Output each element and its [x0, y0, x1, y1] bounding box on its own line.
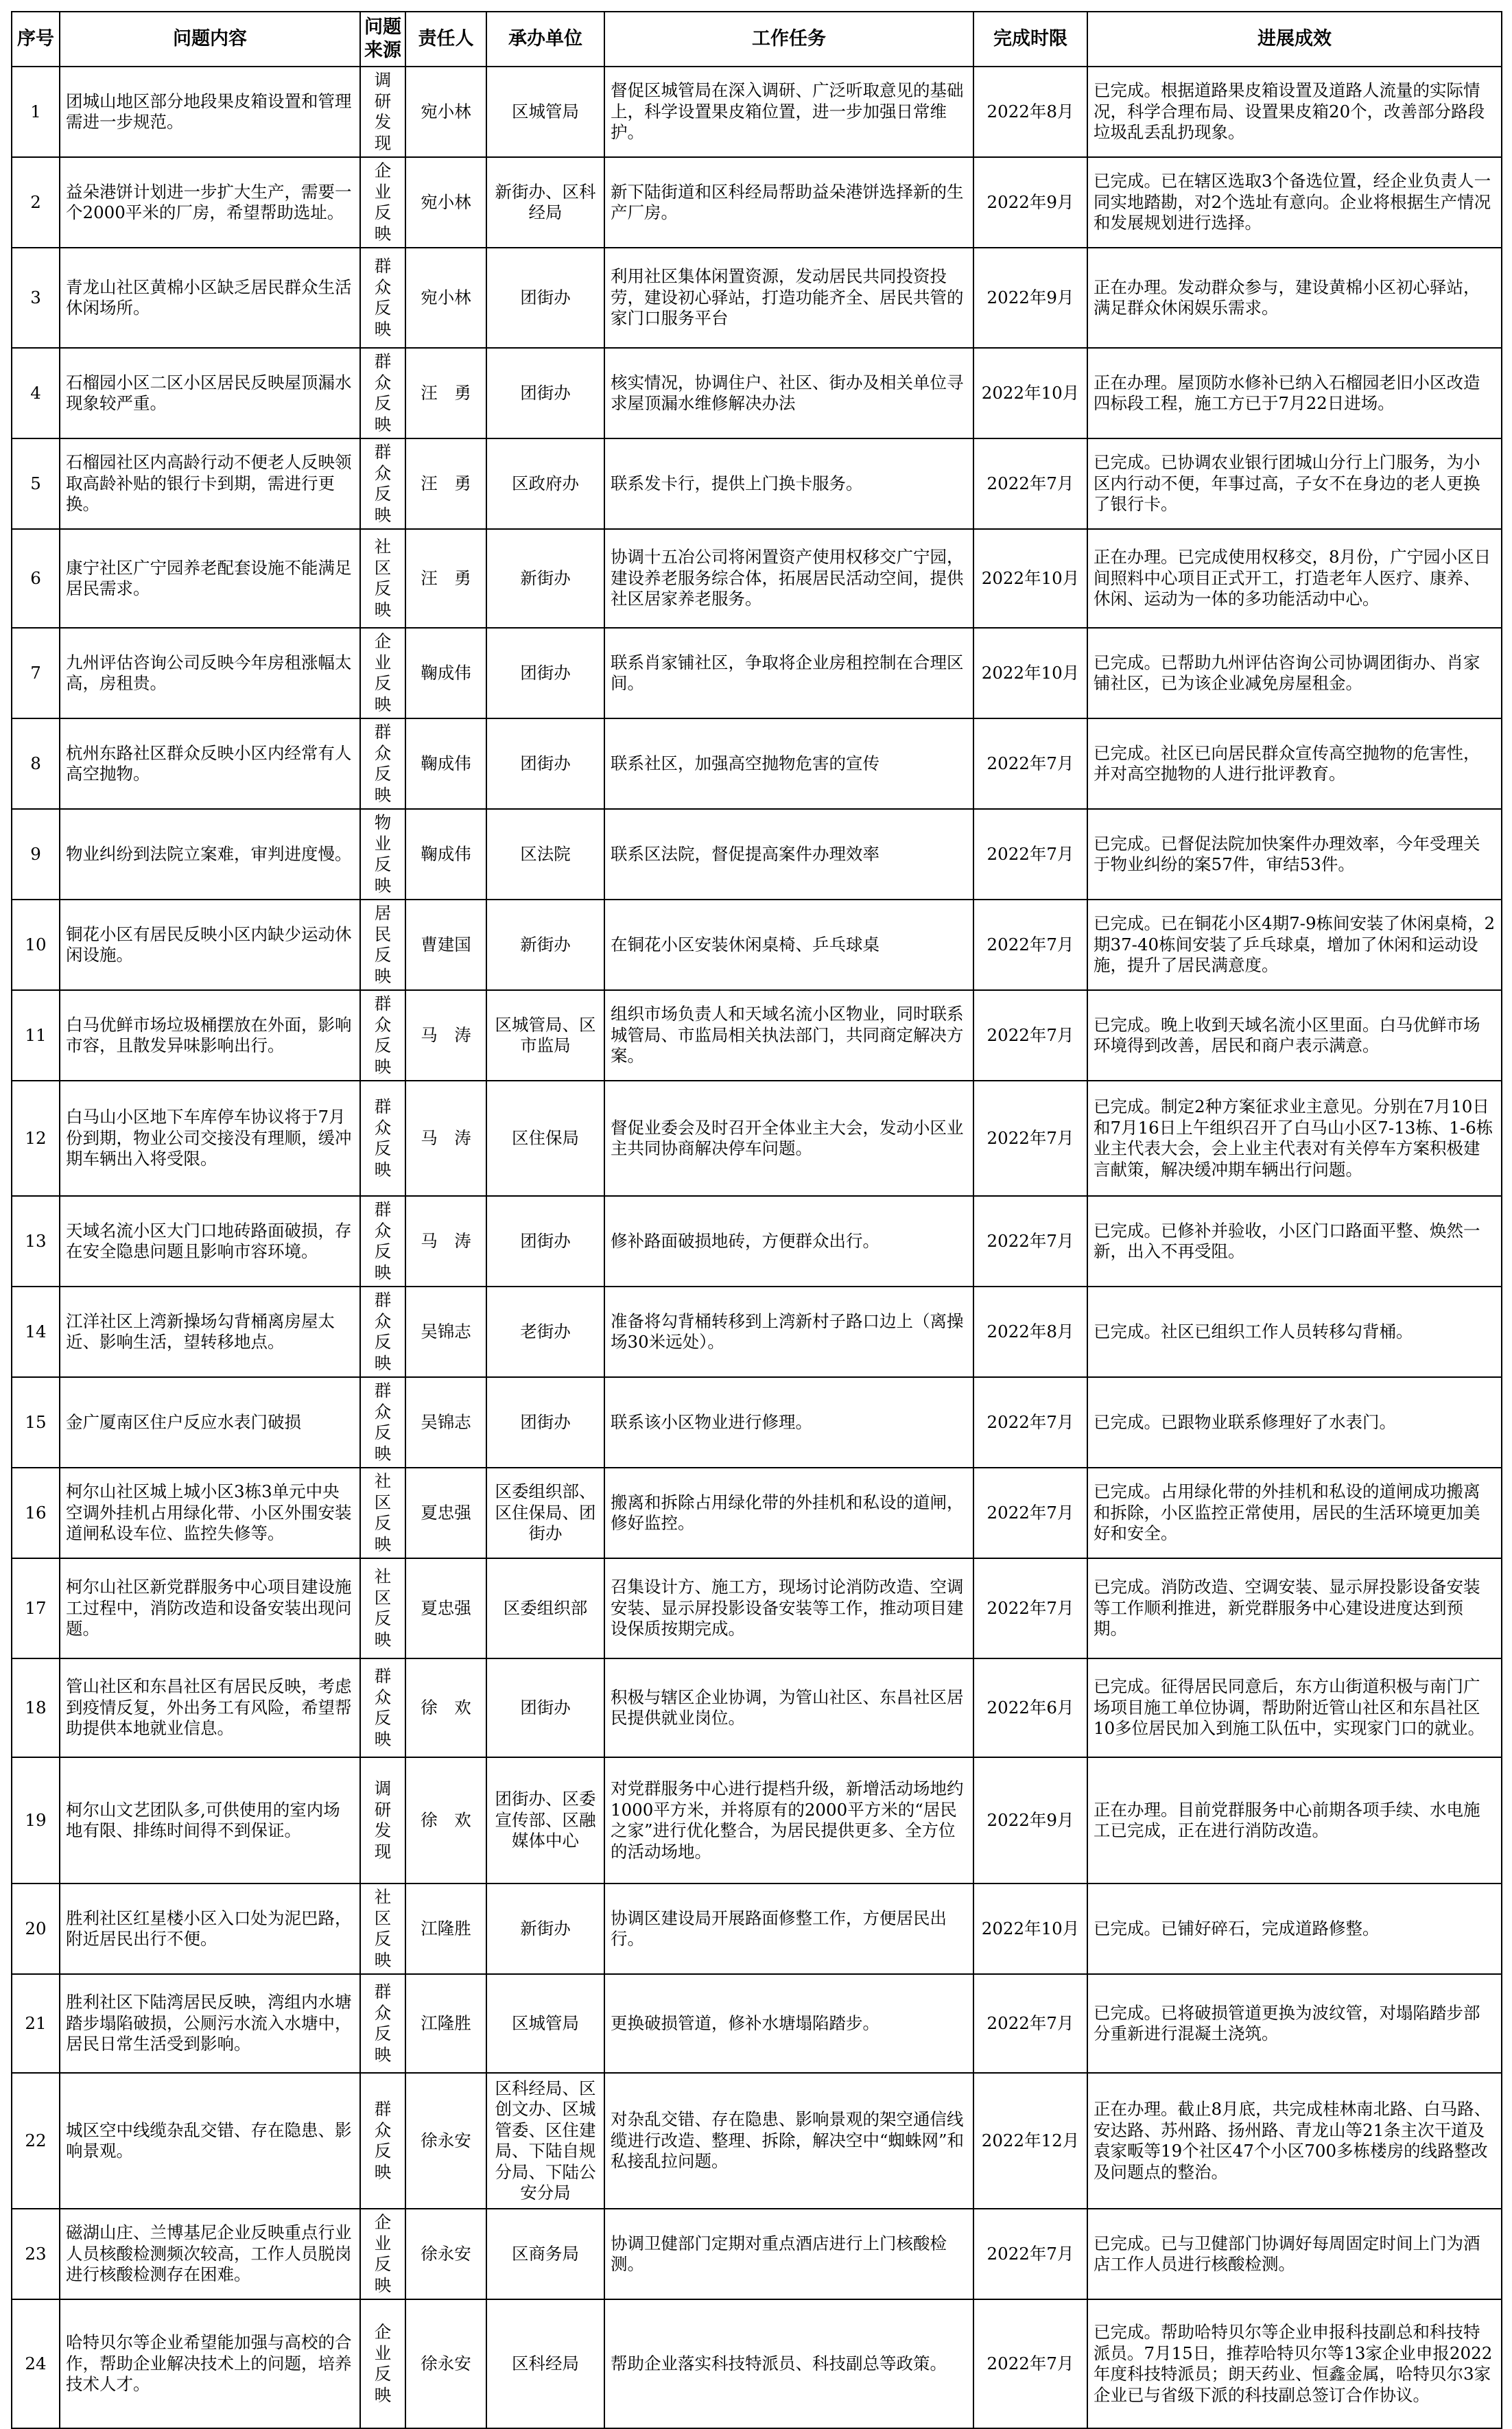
- table-row: [12, 628, 1502, 718]
- cell-progress: 已完成。已修补并验收，小区门口路面平整、焕然一新，出入不再受阻。: [1087, 1196, 1502, 1287]
- cell-no: 13: [12, 1196, 60, 1287]
- table-row: [12, 67, 1502, 157]
- cell-task: 准备将勾背桶转移到上湾新村子路口边上（离操场30米远处）。: [604, 1287, 973, 1377]
- cell-person: 徐永安: [405, 2299, 486, 2428]
- cell-person: 马 涛: [405, 990, 486, 1081]
- cell-task: 核实情况，协调住户、社区、街办及相关单位寻求屋顶漏水维修解决办法: [604, 348, 973, 438]
- cell-deadline: 2022年10月: [973, 628, 1087, 718]
- table-row: [12, 438, 1502, 529]
- cell-issue: 团城山地区部分地段果皮箱设置和管理需进一步规范。: [60, 67, 360, 157]
- cell-person: 夏忠强: [405, 1558, 486, 1658]
- cell-no: 10: [12, 900, 60, 990]
- cell-person: 宛小林: [405, 248, 486, 348]
- cell-unit: 新街办、区科经局: [486, 157, 604, 248]
- cell-task: 帮助企业落实科技特派员、科技副总等政策。: [604, 2299, 973, 2428]
- cell-source: 群众反映: [360, 1287, 405, 1377]
- cell-issue: 哈特贝尔等企业希望能加强与高校的合作，帮助企业解决技术上的问题，培养技术人才。: [60, 2299, 360, 2428]
- cell-unit: 区法院: [486, 809, 604, 900]
- table-row: [12, 1757, 1502, 1884]
- cell-task: 更换破损管道，修补水塘塌陷踏步。: [604, 1974, 973, 2073]
- cell-deadline: 2022年10月: [973, 529, 1087, 628]
- cell-unit: 团街办: [486, 1658, 604, 1757]
- cell-issue: 胜利社区红星楼小区入口处为泥巴路，附近居民出行不便。: [60, 1884, 360, 1974]
- cell-unit: 团街办: [486, 1377, 604, 1468]
- cell-no: 6: [12, 529, 60, 628]
- cell-progress: 正在办理。屋顶防水修补已纳入石榴园老旧小区改造四标段工程，施工方已于7月22日进场。: [1087, 348, 1502, 438]
- cell-person: 汪 勇: [405, 348, 486, 438]
- cell-progress: 正在办理。已完成使用权移交，8月份，广宁园小区日间照料中心项目正式开工，打造老年人医疗、康养、休闲、运动为一体的多功能活动中心。: [1087, 529, 1502, 628]
- cell-issue: 康宁社区广宁园养老配套设施不能满足居民需求。: [60, 529, 360, 628]
- table-row: [12, 1558, 1502, 1658]
- cell-person: 宛小林: [405, 157, 486, 248]
- table-row: [12, 1468, 1502, 1558]
- cell-progress: 已完成。社区已向居民群众宣传高空抛物的危害性，并对高空抛物的人进行批评教育。: [1087, 718, 1502, 809]
- cell-issue: 金广厦南区住户反应水表门破损: [60, 1377, 360, 1468]
- cell-person: 吴锦志: [405, 1377, 486, 1468]
- table-row: [12, 990, 1502, 1081]
- cell-issue: 石榴园小区二区小区居民反映屋顶漏水现象较严重。: [60, 348, 360, 438]
- cell-person: 汪 勇: [405, 438, 486, 529]
- table-row: [12, 1884, 1502, 1974]
- cell-deadline: 2022年7月: [973, 809, 1087, 900]
- cell-person: 鞠成伟: [405, 718, 486, 809]
- cell-unit: 区城管局、区市监局: [486, 990, 604, 1081]
- cell-issue: 城区空中线缆杂乱交错、存在隐患、影响景观。: [60, 2073, 360, 2209]
- cell-unit: 团街办: [486, 628, 604, 718]
- cell-unit: 团街办: [486, 718, 604, 809]
- header-progress: 进展成效: [1087, 12, 1502, 67]
- cell-no: 19: [12, 1757, 60, 1884]
- cell-task: 联系区法院，督促提高案件办理效率: [604, 809, 973, 900]
- cell-issue: 白马山小区地下车库停车协议将于7月份到期，物业公司交接没有理顺，缓冲期车辆出入将受限。: [60, 1081, 360, 1196]
- cell-source: 社 区反映: [360, 1468, 405, 1558]
- cell-progress: 已完成。根据道路果皮箱设置及道路人流量的实际情况，科学合理布局、设置果皮箱20个，改善部分路段垃圾乱丢乱扔现象。: [1087, 67, 1502, 157]
- cell-person: 江隆胜: [405, 1884, 486, 1974]
- cell-task: 积极与辖区企业协调，为管山社区、东昌社区居民提供就业岗位。: [604, 1658, 973, 1757]
- cell-deadline: 2022年9月: [973, 157, 1087, 248]
- cell-deadline: 2022年7月: [973, 2209, 1087, 2299]
- cell-unit: 新街办: [486, 529, 604, 628]
- cell-source: 群众反映: [360, 348, 405, 438]
- cell-source: 居民反映: [360, 900, 405, 990]
- cell-deadline: 2022年8月: [973, 67, 1087, 157]
- header-no: 序号: [12, 12, 60, 67]
- cell-progress: 已完成。已督促法院加快案件办理效率，今年受理关于物业纠纷的案57件，审结53件。: [1087, 809, 1502, 900]
- cell-source: 企业反映: [360, 628, 405, 718]
- header-issue: 问题内容: [60, 12, 360, 67]
- cell-progress: 已完成。已跟物业联系修理好了水表门。: [1087, 1377, 1502, 1468]
- cell-task: 联系肖家铺社区，争取将企业房租控制在合理区间。: [604, 628, 973, 718]
- cell-deadline: 2022年7月: [973, 2299, 1087, 2428]
- cell-issue: 石榴园社区内高龄行动不便老人反映领取高龄补贴的银行卡到期，需进行更换。: [60, 438, 360, 529]
- cell-unit: 团街办、区委宣传部、区融媒体中心: [486, 1757, 604, 1884]
- cell-deadline: 2022年10月: [973, 1884, 1087, 1974]
- cell-task: 利用社区集体闲置资源，发动居民共同投资投劳，建设初心驿站，打造功能齐全、居民共管的家门口服务平台: [604, 248, 973, 348]
- cell-person: 徐永安: [405, 2073, 486, 2209]
- cell-progress: 正在办理。目前党群服务中心前期各项手续、水电施工已完成，正在进行消防改造。: [1087, 1757, 1502, 1884]
- cell-progress: 已完成。征得居民同意后，东方山街道积极与南门广场项目施工单位协调，帮助附近管山社区和东昌社区10多位居民加入到施工队伍中，实现家门口的就业。: [1087, 1658, 1502, 1757]
- table-row: [12, 348, 1502, 438]
- cell-issue: 柯尔山社区新党群服务中心项目建设施工过程中，消防改造和设备安装出现问题。: [60, 1558, 360, 1658]
- cell-person: 鞠成伟: [405, 628, 486, 718]
- header-source: 问题来源: [360, 12, 405, 67]
- cell-no: 7: [12, 628, 60, 718]
- table-row: [12, 718, 1502, 809]
- cell-source: 群众反映: [360, 718, 405, 809]
- cell-no: 2: [12, 157, 60, 248]
- cell-progress: 已完成。已在辖区选取3个备选位置，经企业负责人一同实地踏勘，对2个选址有意向。企业将根据生产情况和发展规划进行选择。: [1087, 157, 1502, 248]
- cell-issue: 江洋社区上湾新操场勾背桶离房屋太近、影响生活，望转移地点。: [60, 1287, 360, 1377]
- cell-no: 15: [12, 1377, 60, 1468]
- cell-person: 宛小林: [405, 67, 486, 157]
- cell-issue: 九州评估咨询公司反映今年房租涨幅太高，房租贵。: [60, 628, 360, 718]
- cell-no: 9: [12, 809, 60, 900]
- cell-issue: 物业纠纷到法院立案难，审判进度慢。: [60, 809, 360, 900]
- cell-no: 14: [12, 1287, 60, 1377]
- cell-progress: 已完成。已与卫健部门协调好每周固定时间上门为酒店工作人员进行核酸检测。: [1087, 2209, 1502, 2299]
- cell-progress: 已完成。晚上收到天域名流小区里面。白马优鲜市场环境得到改善，居民和商户表示满意。: [1087, 990, 1502, 1081]
- cell-progress: 已完成。帮助哈特贝尔等企业申报科技副总和科技特派员。7月15日，推荐哈特贝尔等13家企业申报2022年度科技特派员；朗天药业、恒鑫金属，哈特贝尔3家企业已与省级下派的科技副总签订合作协议。: [1087, 2299, 1502, 2428]
- table-row: [12, 1974, 1502, 2073]
- cell-person: 曹建国: [405, 900, 486, 990]
- cell-no: 21: [12, 1974, 60, 2073]
- cell-source: 企业反映: [360, 2209, 405, 2299]
- cell-no: 22: [12, 2073, 60, 2209]
- cell-progress: 正在办理。发动群众参与，建设黄棉小区初心驿站，满足群众休闲娱乐需求。: [1087, 248, 1502, 348]
- table-row: [12, 809, 1502, 900]
- cell-deadline: 2022年12月: [973, 2073, 1087, 2209]
- cell-source: 群众反映: [360, 1081, 405, 1196]
- table-row: [12, 1287, 1502, 1377]
- cell-issue: 管山社区和东昌社区有居民反映，考虑到疫情反复，外出务工有风险，希望帮助提供本地就业信息。: [60, 1658, 360, 1757]
- cell-unit: 区委组织部、区住保局、团街办: [486, 1468, 604, 1558]
- cell-progress: 正在办理。截止8月底，共完成桂林南北路、白马路、安达路、苏州路、扬州路、青龙山等21条主次干道及袁家畈等19个社区47个小区700多栋楼房的线路整改及问题点的整治。: [1087, 2073, 1502, 2209]
- cell-no: 8: [12, 718, 60, 809]
- table-row: [12, 1196, 1502, 1287]
- cell-no: 24: [12, 2299, 60, 2428]
- cell-issue: 青龙山社区黄棉小区缺乏居民群众生活休闲场所。: [60, 248, 360, 348]
- cell-issue: 柯尔山社区城上城小区3栋3单元中央空调外挂机占用绿化带、小区外围安装道闸私设车位、监控失修等。: [60, 1468, 360, 1558]
- cell-progress: 已完成。占用绿化带的外挂机和私设的道闸成功搬离和拆除，小区监控正常使用，居民的生活环境更加美好和安全。: [1087, 1468, 1502, 1558]
- cell-no: 5: [12, 438, 60, 529]
- cell-no: 20: [12, 1884, 60, 1974]
- cell-issue: 柯尔山文艺团队多,可供使用的室内场地有限、排练时间得不到保证。: [60, 1757, 360, 1884]
- cell-task: 督促区城管局在深入调研、广泛听取意见的基础上，科学设置果皮箱位置，进一步加强日常维护。: [604, 67, 973, 157]
- cell-deadline: 2022年7月: [973, 1974, 1087, 2073]
- table-row: [12, 900, 1502, 990]
- cell-task: 协调十五冶公司将闲置资产使用权移交广宁园，建设养老服务综合体，拓展居民活动空间，提供社区居家养老服务。: [604, 529, 973, 628]
- table-row: [12, 1658, 1502, 1757]
- cell-unit: 新街办: [486, 1884, 604, 1974]
- cell-progress: 已完成。制定2种方案征求业主意见。分别在7月10日和7月16日上午组织召开了白马山小区7-13栋、1-6栋业主代表大会，会上业主代表对有关停车方案积极建言献策，解决缓冲期车辆出行问题。: [1087, 1081, 1502, 1196]
- cell-deadline: 2022年7月: [973, 900, 1087, 990]
- cell-task: 召集设计方、施工方，现场讨论消防改造、空调安装、显示屏投影设备安装等工作，推动项目建设保质按期完成。: [604, 1558, 973, 1658]
- cell-progress: 已完成。已在铜花小区4期7-9栋间安装了休闲桌椅，2期37-40栋间安装了乒乓球桌，增加了休闲和运动设施，提升了居民满意度。: [1087, 900, 1502, 990]
- table-row: [12, 2073, 1502, 2209]
- cell-deadline: 2022年7月: [973, 1468, 1087, 1558]
- cell-person: 徐永安: [405, 2209, 486, 2299]
- cell-unit: 新街办: [486, 900, 604, 990]
- cell-source: 群众反映: [360, 438, 405, 529]
- cell-source: 群众反映: [360, 1377, 405, 1468]
- cell-progress: 已完成。社区已组织工作人员转移勾背桶。: [1087, 1287, 1502, 1377]
- table-row: [12, 248, 1502, 348]
- cell-person: 夏忠强: [405, 1468, 486, 1558]
- cell-task: 新下陆街道和区科经局帮助益朵港饼选择新的生产厂房。: [604, 157, 973, 248]
- cell-unit: 区城管局: [486, 67, 604, 157]
- table-row: [12, 2299, 1502, 2428]
- cell-issue: 白马优鲜市场垃圾桶摆放在外面，影响市容，且散发异味影响出行。: [60, 990, 360, 1081]
- cell-task: 对杂乱交错、存在隐患、影响景观的架空通信线缆进行改造、整理、拆除，解决空中“蜘蛛网”和私接乱拉问题。: [604, 2073, 973, 2209]
- cell-no: 4: [12, 348, 60, 438]
- table-row: [12, 529, 1502, 628]
- cell-no: 1: [12, 67, 60, 157]
- cell-source: 企业反映: [360, 157, 405, 248]
- cell-task: 联系社区，加强高空抛物危害的宣传: [604, 718, 973, 809]
- cell-no: 18: [12, 1658, 60, 1757]
- cell-progress: 已完成。已协调农业银行团城山分行上门服务，为小区内行动不便，年事过高，子女不在身边的老人更换了银行卡。: [1087, 438, 1502, 529]
- cell-task: 督促业委会及时召开全体业主大会，发动小区业主共同协商解决停车问题。: [604, 1081, 973, 1196]
- cell-task: 协调区建设局开展路面修整工作，方便居民出行。: [604, 1884, 973, 1974]
- cell-person: 徐 欢: [405, 1757, 486, 1884]
- cell-unit: 区城管局: [486, 1974, 604, 2073]
- cell-progress: 已完成。消防改造、空调安装、显示屏投影设备安装等工作顺利推进，新党群服务中心建设进度达到预期。: [1087, 1558, 1502, 1658]
- cell-issue: 杭州东路社区群众反映小区内经常有人高空抛物。: [60, 718, 360, 809]
- cell-source: 社区反映: [360, 1884, 405, 1974]
- table-body: [12, 67, 1502, 2428]
- cell-task: 组织市场负责人和天域名流小区物业，同时联系城管局、市监局相关执法部门，共同商定解决方案。: [604, 990, 973, 1081]
- cell-source: 企业反映: [360, 2299, 405, 2428]
- table-row: [12, 2209, 1502, 2299]
- cell-progress: 已完成。已帮助九州评估咨询公司协调团街办、肖家铺社区，已为该企业减免房屋租金。: [1087, 628, 1502, 718]
- cell-person: 马 涛: [405, 1196, 486, 1287]
- cell-deadline: 2022年7月: [973, 1377, 1087, 1468]
- table-row: [12, 1081, 1502, 1196]
- cell-unit: 区住保局: [486, 1081, 604, 1196]
- header-row: [12, 12, 1502, 67]
- cell-task: 搬离和拆除占用绿化带的外挂机和私设的道闸，修好监控。: [604, 1468, 973, 1558]
- cell-task: 修补路面破损地砖，方便群众出行。: [604, 1196, 973, 1287]
- cell-source: 物业反映: [360, 809, 405, 900]
- cell-issue: 益朵港饼计划进一步扩大生产，需要一个2000平米的厂房，希望帮助选址。: [60, 157, 360, 248]
- cell-person: 吴锦志: [405, 1287, 486, 1377]
- cell-deadline: 2022年10月: [973, 348, 1087, 438]
- header-task: 工作任务: [604, 12, 973, 67]
- cell-unit: 团街办: [486, 1196, 604, 1287]
- cell-deadline: 2022年6月: [973, 1658, 1087, 1757]
- cell-person: 江隆胜: [405, 1974, 486, 2073]
- cell-deadline: 2022年7月: [973, 438, 1087, 529]
- header-person: 责任人: [405, 12, 486, 67]
- cell-person: 鞠成伟: [405, 809, 486, 900]
- table-row: [12, 1377, 1502, 1468]
- cell-task: 对党群服务中心进行提档升级，新增活动场地约1000平方米，并将原有的2000平方米的“居民之家”进行优化整合，为居民提供更多、全方位的活动场地。: [604, 1757, 973, 1884]
- cell-issue: 胜利社区下陆湾居民反映，湾组内水塘踏步塌陷破损，公厕污水流入水塘中，居民日常生活受到影响。: [60, 1974, 360, 2073]
- cell-deadline: 2022年7月: [973, 718, 1087, 809]
- cell-unit: 团街办: [486, 348, 604, 438]
- cell-no: 3: [12, 248, 60, 348]
- cell-source: 群众反映: [360, 1974, 405, 2073]
- cell-source: 群众反映: [360, 1658, 405, 1757]
- cell-source: 群众反映: [360, 1196, 405, 1287]
- cell-issue: 磁湖山庄、兰博基尼企业反映重点行业人员核酸检测频次较高，工作人员脱岗进行核酸检测存在困难。: [60, 2209, 360, 2299]
- cell-deadline: 2022年7月: [973, 1081, 1087, 1196]
- cell-progress: 已完成。已将破损管道更换为波纹管，对塌陷踏步部分重新进行混凝土浇筑。: [1087, 1974, 1502, 2073]
- table-row: [12, 157, 1502, 248]
- header-deadline: 完成时限: [973, 12, 1087, 67]
- cell-unit: 区政府办: [486, 438, 604, 529]
- cell-unit: 区科经局、区创文办、区城管委、区住建局、下陆自规分局、下陆公安分局: [486, 2073, 604, 2209]
- cell-source: 调研发现: [360, 67, 405, 157]
- cell-progress: 已完成。已铺好碎石，完成道路修整。: [1087, 1884, 1502, 1974]
- cell-person: 汪 勇: [405, 529, 486, 628]
- cell-unit: 团街办: [486, 248, 604, 348]
- cell-source: 社区反映: [360, 529, 405, 628]
- cell-no: 12: [12, 1081, 60, 1196]
- cell-source: 群众反映: [360, 990, 405, 1081]
- cell-deadline: 2022年8月: [973, 1287, 1087, 1377]
- cell-deadline: 2022年7月: [973, 990, 1087, 1081]
- cell-source: 群众反映: [360, 248, 405, 348]
- cell-task: 联系该小区物业进行修理。: [604, 1377, 973, 1468]
- cell-deadline: 2022年9月: [973, 248, 1087, 348]
- cell-task: 协调卫健部门定期对重点酒店进行上门核酸检测。: [604, 2209, 973, 2299]
- cell-unit: 老街办: [486, 1287, 604, 1377]
- cell-deadline: 2022年7月: [973, 1558, 1087, 1658]
- document-sheet: [11, 11, 1501, 2429]
- cell-unit: 区科经局: [486, 2299, 604, 2428]
- cell-no: 16: [12, 1468, 60, 1558]
- cell-person: 马 涛: [405, 1081, 486, 1196]
- cell-deadline: 2022年9月: [973, 1757, 1087, 1884]
- cell-issue: 天域名流小区大门口地砖路面破损，存在安全隐患问题且影响市容环境。: [60, 1196, 360, 1287]
- cell-source: 社 区反映: [360, 1558, 405, 1658]
- cell-issue: 铜花小区有居民反映小区内缺少运动休闲设施。: [60, 900, 360, 990]
- cell-no: 23: [12, 2209, 60, 2299]
- cell-person: 徐 欢: [405, 1658, 486, 1757]
- table-header: [12, 12, 1502, 67]
- cell-source: 群众反映: [360, 2073, 405, 2209]
- cell-task: 联系发卡行，提供上门换卡服务。: [604, 438, 973, 529]
- cell-no: 17: [12, 1558, 60, 1658]
- task-table: [11, 11, 1502, 2429]
- cell-source: 调研发现: [360, 1757, 405, 1884]
- cell-deadline: 2022年7月: [973, 1196, 1087, 1287]
- cell-unit: 区商务局: [486, 2209, 604, 2299]
- cell-no: 11: [12, 990, 60, 1081]
- cell-unit: 区委组织部: [486, 1558, 604, 1658]
- cell-task: 在铜花小区安装休闲桌椅、乒乓球桌: [604, 900, 973, 990]
- header-unit: 承办单位: [486, 12, 604, 67]
